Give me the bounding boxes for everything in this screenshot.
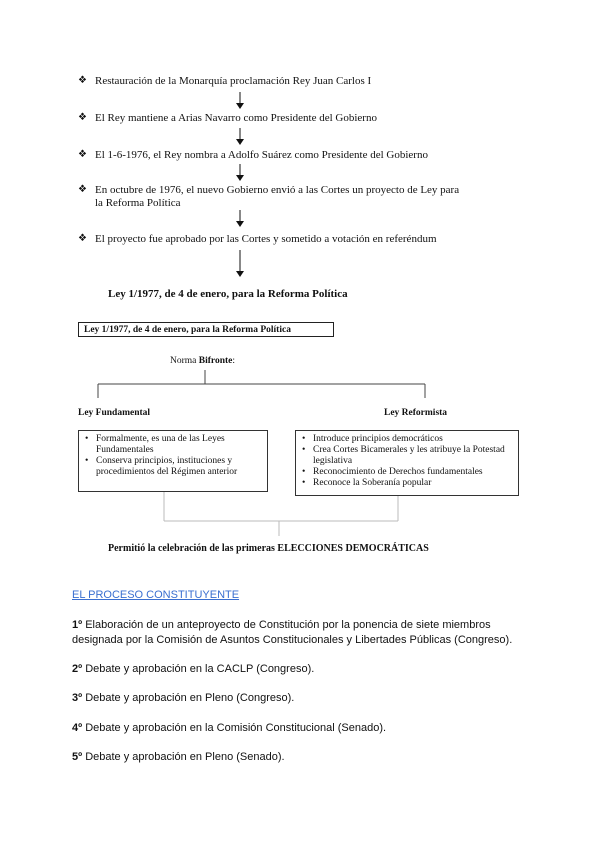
step-text: Debate y aprobación en Pleno (Congreso). (82, 692, 295, 704)
step-text-line1: Elaboración de un anteproyecto de Constitución por la ponencia de siete miembros (82, 619, 491, 631)
flow-item-text: Restauración de la Monarquía proclamación Rey Juan Carlos I (95, 75, 372, 87)
step-2 (72, 662, 314, 677)
step-text: Debate y aprobación en la CACLP (Congreso). (82, 663, 315, 675)
norma-label (170, 356, 235, 366)
step-text-line2: designada por la Comisión de Asuntos Constitucionales y Libertades Públicas (Congreso). (72, 634, 513, 646)
step-number: 1º (72, 619, 83, 631)
flow-item-text: El 1-6-1976, el Rey nombra a Adolfo Suárez como Presidente del Gobierno (95, 149, 428, 161)
flow-item-text: El proyecto fue aprobado por las Cortes y sometido a votación en referéndum (95, 233, 437, 245)
down-arrow-icon (234, 128, 246, 146)
diamond-bullet-icon: ❖ (78, 233, 87, 244)
list-item: • Reconoce la Soberanía popular (313, 478, 514, 489)
list-item: • Reconocimiento de Derechos fundamentales (313, 467, 514, 478)
list-item: • Introduce principios democráticos (313, 434, 514, 445)
norma-suffix: : (232, 356, 236, 366)
diamond-bullet-icon: ❖ (78, 75, 87, 86)
step-5 (72, 750, 285, 765)
down-arrow-icon (234, 210, 246, 228)
norma-bold: Bifronte (198, 356, 233, 366)
diamond-bullet-icon: ❖ (78, 112, 87, 123)
left-branch-label: Ley Fundamental (78, 408, 151, 418)
result-text: Permitió la celebración de las primeras ELECCIONES DEMOCRÁTICAS (108, 543, 429, 554)
norma-prefix: Norma (170, 356, 199, 366)
flow-item-text: El Rey mantiene a Arias Navarro como Presidente del Gobierno (95, 112, 377, 124)
down-arrow-icon (234, 164, 246, 182)
law-title: Ley 1/1977, de 4 de enero, para la Reforma Política (108, 288, 348, 300)
diamond-bullet-icon: ❖ (78, 149, 87, 160)
step-number: 4º (72, 722, 83, 734)
step-3 (72, 691, 294, 706)
reformista-list-box (295, 430, 519, 496)
list-item: • Conserva principios, instituciones y procedimientos del Régimen anterior (96, 456, 263, 478)
step-text: Debate y aprobación en Pleno (Senado). (82, 751, 285, 763)
step-4 (72, 721, 386, 736)
step-number: 3º (72, 692, 83, 704)
step-number: 5º (72, 751, 83, 763)
list-item: • Crea Cortes Bicamerales y les atribuye la Potestad legislativa (313, 445, 514, 467)
section-title-link[interactable]: EL PROCESO CONSTITUYENTE (72, 589, 240, 601)
right-branch-label: Ley Reformista (384, 408, 448, 418)
down-arrow-icon (234, 92, 246, 110)
step-1 (72, 618, 512, 648)
step-number: 2º (72, 663, 83, 675)
diamond-bullet-icon: ❖ (78, 184, 87, 195)
list-item: • Formalmente, es una de las Leyes Fundamentales (96, 434, 263, 456)
diagram-title-box: Ley 1/1977, de 4 de enero, para la Reforma Política (78, 322, 334, 337)
flow-item-text-line2: la Reforma Política (95, 197, 181, 209)
flow-item-text-line1: En octubre de 1976, el nuevo Gobierno envió a las Cortes un proyecto de Ley para (95, 184, 460, 196)
step-text: Debate y aprobación en la Comisión Constitucional (Senado). (82, 722, 387, 734)
down-arrow-icon (234, 250, 246, 278)
fundamental-list-box (78, 430, 268, 492)
